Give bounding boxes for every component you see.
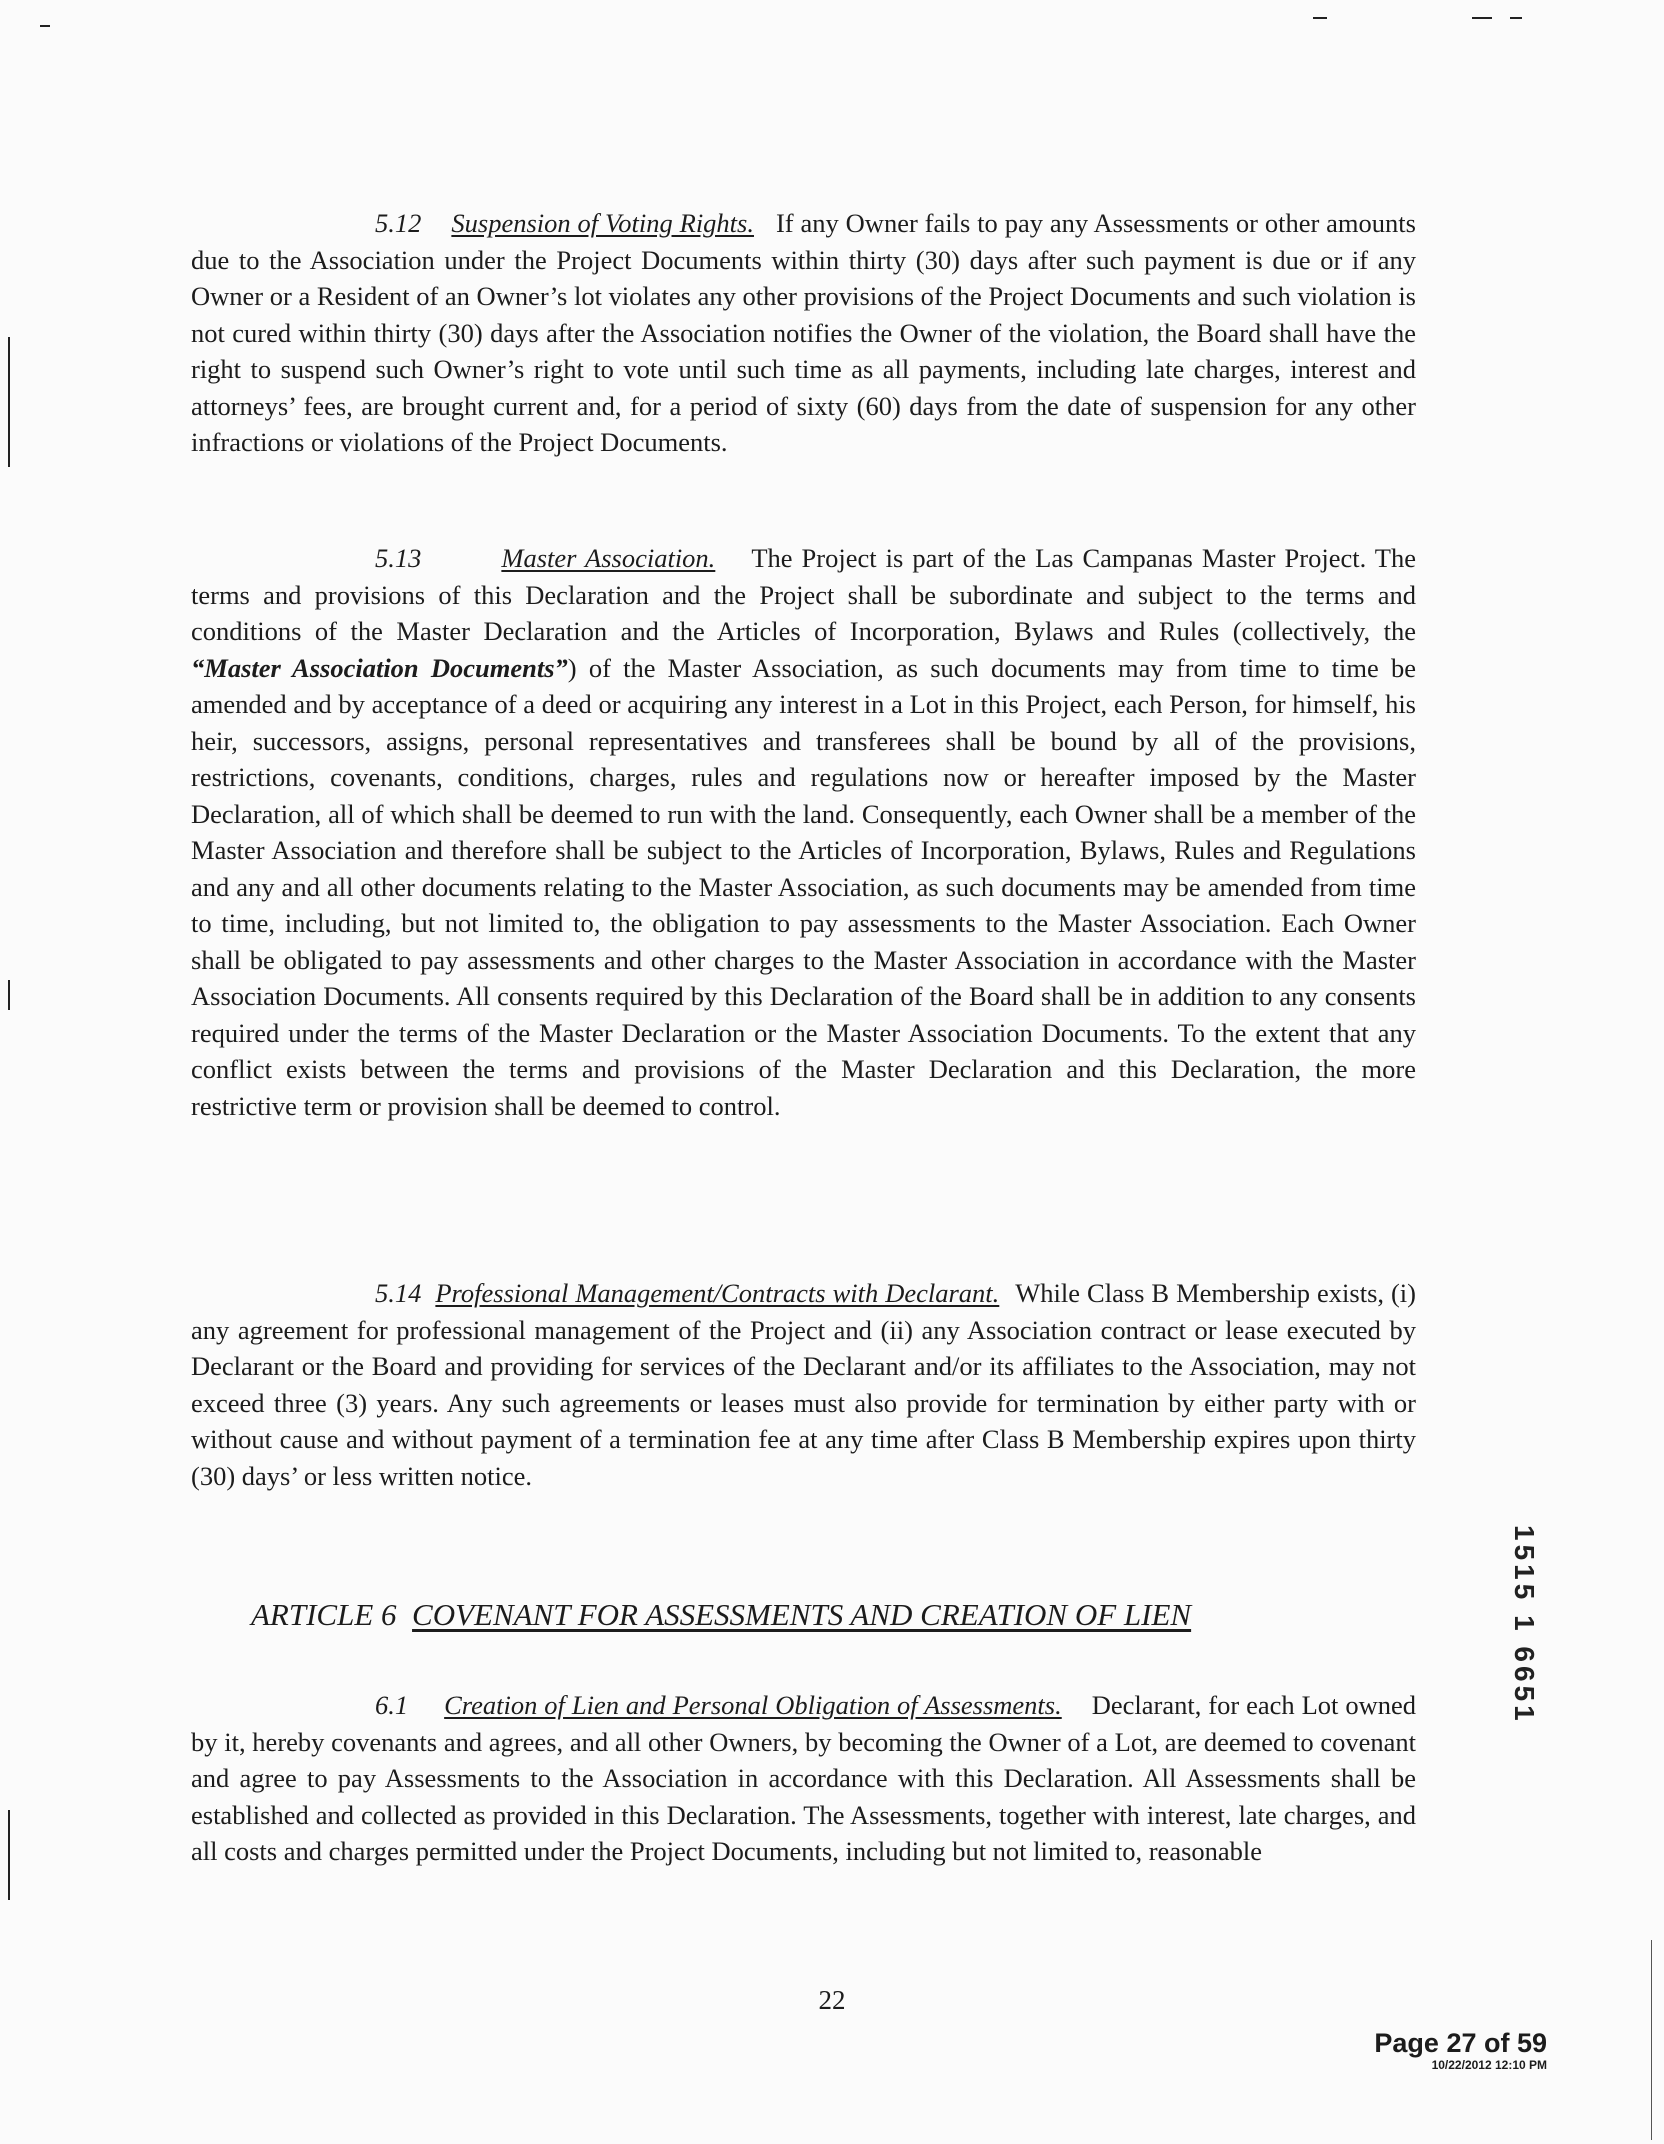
scan-mark — [8, 337, 10, 467]
section-number: 5.13 — [375, 543, 422, 573]
section-title: Suspension of Voting Rights. — [451, 208, 754, 238]
section-text: Declarant, for each Lot owned by it, hereby covenants and agrees, and all other Owners, by becoming the Owner of a Lot, are deemed to covenant and agree to pay Assessments to the Association in accordance with this Declaration. All Assessments shall be established and collected as provided in this Declaration. The Assessments, together with interest, late charges, and all costs and charges permitted under the Project Documents, including but not limited to, reasonable — [191, 1690, 1416, 1866]
defined-term: “Master Association Documents” — [191, 652, 568, 683]
scan-mark — [1472, 17, 1492, 19]
section-number: 5.14 — [375, 1278, 422, 1308]
section-number: 6.1 — [375, 1690, 409, 1720]
margin-recording-code: 1515 1 6651 — [1509, 1525, 1540, 1725]
section-5-12-paragraph — [191, 205, 1416, 461]
section-title: Professional Management/Contracts with Declarant. — [435, 1278, 1000, 1308]
article-title: COVENANT FOR ASSESSMENTS AND CREATION OF LIEN — [412, 1597, 1192, 1632]
section-title: Creation of Lien and Personal Obligation of Assessments. — [444, 1690, 1062, 1720]
scan-mark — [1313, 17, 1327, 19]
scan-mark — [8, 980, 10, 1010]
section-text: While Class B Membership exists, (i) any agreement for professional management of the Project and (ii) any Association contract or lease executed by Declarant or the Board and providing for services of the Declarant and/or its affiliates to the Association, may not exceed three (3) years. Any such agreements or leases must also provide for termination by either party with or without cause and without payment of a termination fee at any time after Class B Membership expires upon thirty (30) days’ or less written notice. — [191, 1278, 1416, 1491]
scan-mark — [8, 1810, 10, 1900]
section-text: If any Owner fails to pay any Assessments or other amounts due to the Association under the Project Documents within thirty (30) days after such payment is due or if any Owner or a Resident of an Owner’s lot violates any other provisions of the Project Documents and such violation is not cured within thirty (30) days after the Association notifies the Owner of the violation, the Board shall have the right to suspend such Owner’s right to vote until such time as all payments, including late charges, interest and attorneys’ fees, are brought current and, for a period of sixty (60) days from the date of suspension for any other infractions or violations of the Project Documents. — [191, 208, 1416, 457]
scan-mark — [40, 25, 50, 27]
section-5-14 — [191, 1275, 1416, 1494]
scan-mark — [1651, 1940, 1652, 2140]
stamp-page: Page 27 of 59 — [1374, 2028, 1547, 2058]
section-5-12 — [191, 205, 1416, 461]
section-number: 5.12 — [375, 208, 422, 238]
section-5-14-paragraph — [191, 1275, 1416, 1494]
recording-stamp — [1374, 2028, 1547, 2072]
article-prefix: ARTICLE 6 — [251, 1597, 397, 1632]
scan-mark — [1510, 17, 1522, 19]
stamp-datetime: 10/22/2012 12:10 PM — [1431, 2058, 1547, 2072]
section-text: The Project is part of the Las Campanas Master Project. The terms and provisions of this Declaration and the Project shall be subordinate and subject to the terms and conditions of the Master Declaration and the Articles of Incorporation, Bylaws and Rules (collectively, the — [191, 543, 1416, 646]
section-text-continued: ) of the Master Association, as such documents may from time to time be amended and by acceptance of a deed or acquiring any interest in a Lot in this Project, each Person, for himself, his heir, successors, assigns, personal representatives and transferees shall be bound by all of the provisions, restrictions, covenants, conditions, charges, rules and regulations now or hereafter imposed by the Master Declaration, all of which shall be deemed to run with the land. Consequently, each Owner shall be a member of the Master Association and therefore shall be subject to the Articles of Incorporation, Bylaws, Rules and Regulations and any and all other documents relating to the Master Association, as such documents may be amended from time to time, including, but not limited to, the obligation to pay assessments to the Master Association. Each Owner shall be obligated to pay assessments and other charges to the Master Association in accordance with the Master Association Documents. All consents required by this Declaration of the Board shall be in addition to any consents required under the terms of the Master Declaration or the Master Association Documents. To the extent that any conflict exists between the terms and provisions of the Master Declaration and this Declaration, the more restrictive term or provision shall be deemed to control. — [191, 652, 1416, 1121]
section-6-1 — [191, 1687, 1416, 1870]
section-title: Master Association. — [501, 543, 716, 573]
section-6-1-paragraph — [191, 1687, 1416, 1870]
page-number: 22 — [818, 1985, 846, 2015]
article-heading — [251, 1595, 1451, 1635]
section-5-13-paragraph — [191, 540, 1416, 1124]
section-5-13 — [191, 540, 1416, 1124]
